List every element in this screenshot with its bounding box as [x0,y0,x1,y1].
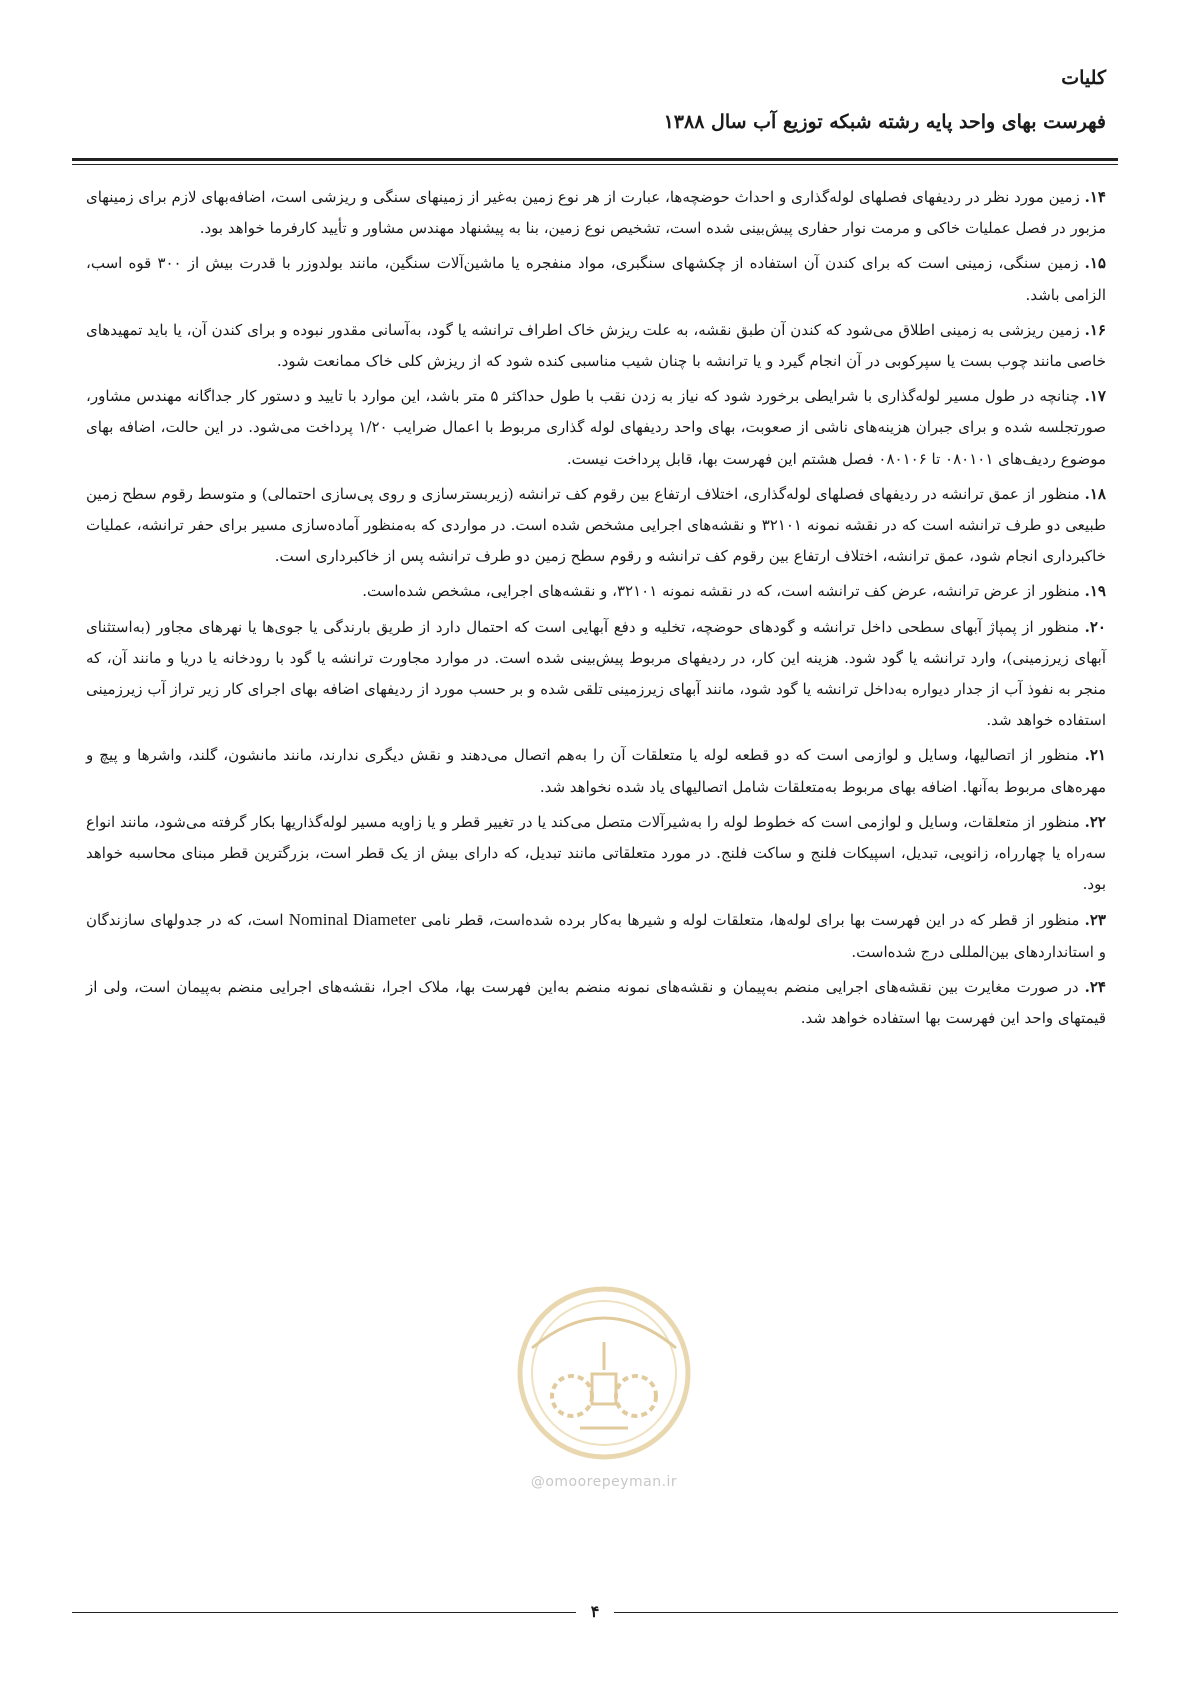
clause-text-after: است، که در جدولهای سازندگان و استانداردهای بین‌المللی درج شده‌است. [86,911,1106,961]
clause-20 [86,612,1106,737]
clause-number: ۲۱. [1084,746,1106,765]
seal-icon [484,1278,724,1478]
page-number: ۴ [590,1602,600,1621]
clause-15 [86,248,1106,310]
clause-number: ۱۸. [1084,484,1106,503]
clause-19 [86,576,1106,607]
clause-23 [86,904,1106,967]
clause-number: ۲۲. [1084,812,1106,831]
clause-text: زمین مورد نظر در ردیفهای فصلهای لوله‌گذاری و احداث حوضچه‌ها، عبارت از هر نوع زمین به‌غیر از زمینهای سنگی و ریزشی است، اضافه‌بهای لازم برای زمینهای مزبور در فصل عملیات خاکی و مرمت نوار حفاری پیش‌بینی شده است، تشخیص نوع زمین، بنا به پیشنهاد مهندس مشاور و تأیید کارفرما خواهد بود. [86,188,1106,238]
clause-text: منظور از متعلقات، وسایل و لوازمی است که خطوط لوله را به‌شیرآلات متصل می‌کند یا در تغییر قطر و یا زاویه مسیر لوله‌گذاریها بکار گرفته می‌شود، مانند انواع سه‌راه یا چهارراه، زانویی، تبدیل، اسپیکات فلنج و ساکت فلنج. در مورد متعلقاتی مانند تبدیل، که دارای بیش از یک قطر است، بزرگترین قطر مبنای محاسبه خواهد بود. [86,812,1106,894]
clause-text: منظور از اتصالیها، وسایل و لوازمی است که دو قطعه لوله یا متعلقات آن را به‌هم اتصال می‌دهند و نقش دیگری ندارند، مانند مانشون، گلند، واشرها و پیچ و مهره‌های مربوط به‌آنها. اضافه بهای مربوط به‌متعلقات شامل اتصالیهای یاد شده نخواهد شد. [86,746,1106,796]
clause-text-before: منظور از قطر که در این فهرست بها برای لوله‌ها، متعلقات لوله و شیرها به‌کار برده شده‌است، قطر نامی [416,911,1085,930]
section-title: کلیات [1061,67,1106,89]
clause-number: ۱۶. [1084,320,1106,339]
footer-rule-right [614,1612,1118,1613]
clause-17 [86,381,1106,475]
clause-text: منظور از عمق ترانشه در ردیفهای فصلهای لوله‌گذاری، اختلاف ارتفاع بین رقوم کف ترانشه (زیربسترسازی و روی پی‌سازی احتمالی) و متوسط رقوم سطح زمین طبیعی دو طرف ترانشه است که در نقشه نمونه ۳۲۱۰۱ و نقشه‌های اجرایی مشخص شده است. در مواردی که به‌منظور آماده‌سازی مسیر برای حفر ترانشه، عملیات خاکبرداری انجام شود، عمق ترانشه، اختلاف ارتفاع بین رقوم کف ترانشه و رقوم سطح زمین دو طرف ترانشه پس از خاکبرداری است. [86,484,1106,566]
clause-21 [86,740,1106,802]
page-header [84,66,1106,134]
document-body [86,182,1106,1038]
clause-number: ۱۷. [1084,387,1106,406]
clause-24 [86,972,1106,1034]
clause-text: در صورت مغایرت بین نقشه‌های اجرایی منضم به‌پیمان و نقشه‌های نمونه منضم به‌این فهرست بها، ملاک اجرا، نقشه‌های اجرایی منضم به‌پیمان است، ولی از قیمتهای واحد این فهرست بها استفاده خواهد شد. [86,977,1106,1028]
page-footer [72,1600,1118,1624]
clause-text: زمین سنگی، زمینی است که برای کندن آن استفاده از چکشهای سنگبری، مواد منفجره یا ماشین‌آلات سنگین، مانند بولدوزر با قدرت بیش از ۳۰۰ قوه اسب، الزامی باشد. [86,254,1106,304]
clause-22 [86,807,1106,901]
clause-18 [86,479,1106,573]
watermark-site: @omoorepeyman.ir [530,1474,678,1490]
clause-14 [86,182,1106,244]
clause-text: منظور از عرض ترانشه، عرض کف ترانشه است، که در نقشه نمونه ۳۲۱۰۱، و نقشه‌های اجرایی، مشخص شده‌است. [362,582,1085,601]
clause-number: ۲۳. [1084,911,1106,930]
clause-number: ۱۵. [1084,254,1106,273]
clause-text: منظور از پمپاژ آبهای سطحی داخل ترانشه و گودهای حوضچه، تخلیه و دفع آبهایی است که احتمال دارد از طریق بارندگی یا جوی‌ها یا نهرهای مجاور (به‌استثنای آبهای زیرزمینی)، وارد ترانشه یا گود شود. هزینه این کار، در ردیفهای مربوط پیش‌بینی شده است. در موارد مجاورت ترانشه یا گود با رودخانه یا دریا و مانند آن، که منجر به نفوذ آب از جدار دیواره به‌داخل ترانشه یا گود شود، مانند آبهای زیرزمینی تلقی شده و بر حسب مورد از ردیفهای اضافه بهای اجرای کار زیر تراز آب زیرزمینی استفاده خواهد شد. [86,617,1106,730]
clause-number: ۱۴. [1084,188,1106,206]
header-rule-thick [72,158,1118,161]
watermark-logo [484,1278,724,1518]
document-title: فهرست بهای واحد پایه رشته شبکه توزیع آب سال ۱۳۸۸ [663,111,1106,133]
clause-text: چنانچه در طول مسیر لوله‌گذاری با شرایطی برخورد شود که نیاز به زدن نقب با طول حداکثر ۵ متر باشد، این موارد با تایید و دستور کار جداگانه مهندس مشاور، صورتجلسه شده و برای جبران هزینه‌های ناشی از صعوبت، بهای واحد ردیفهای لوله گذاری مربوط با اعمال ضرایب ۱/۲۰ پرداخت می‌شود. در این حالت، اضافه بهای موضوع ردیف‌های ۰۸۰۱۰۱ تا ۰۸۰۱۰۶ فصل هشتم این فهرست بها، قابل پرداخت نیست. [86,387,1106,468]
clause-number: ۲۰. [1084,617,1106,636]
clause-text: زمین ریزشی به زمینی اطلاق می‌شود که کندن آن طبق نقشه، به علت ریزش خاک اطراف ترانشه یا گود، به‌آسانی مقدور نبوده و برای کندن آن، یا باید تمهیدهای خاصی مانند چوب بست یا سپرکوبی در آن انجام گیرد و یا ترانشه با چنان شیب مناسبی کنده شود که از ریزش کلی خاک ممانعت شود. [86,320,1106,371]
english-term: Nominal Diameter [288,910,417,930]
clause-number: ۲۴. [1084,977,1106,996]
header-rule-thin [72,164,1118,165]
clause-16 [86,315,1106,377]
clause-number: ۱۹. [1084,582,1106,601]
